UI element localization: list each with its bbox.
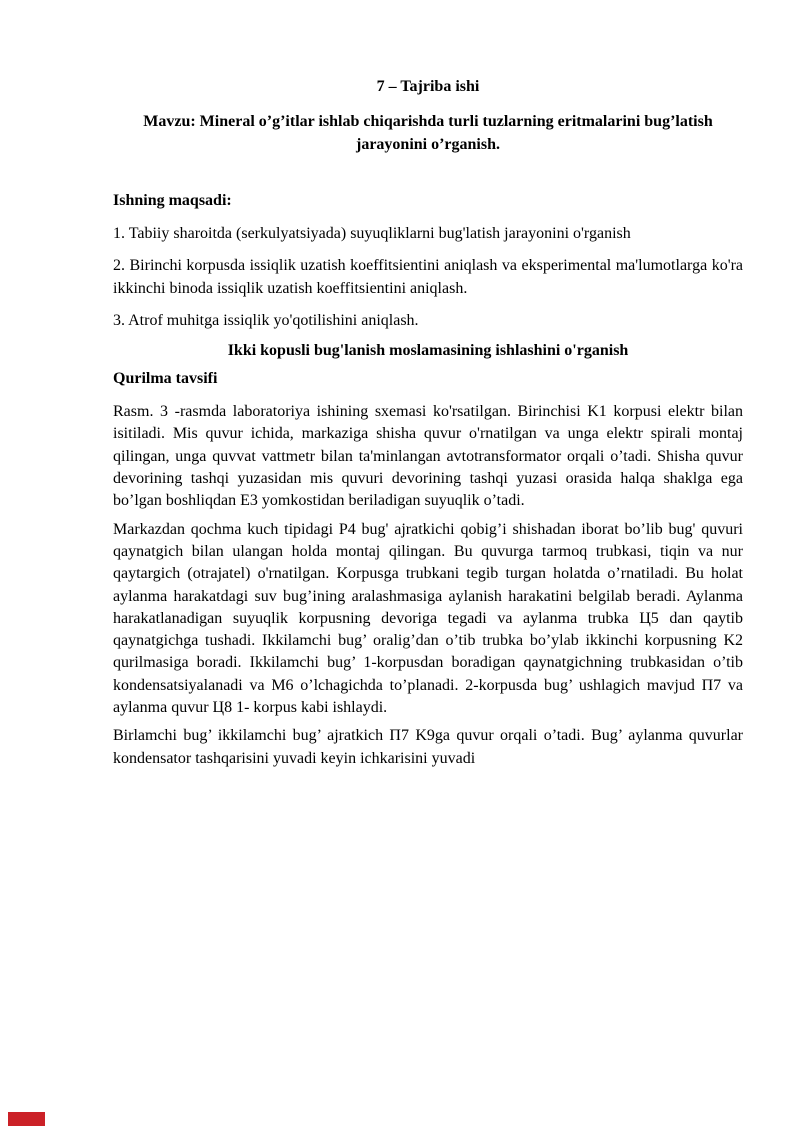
goal-item-2: 2. Birinchi korpusda issiqlik uzatish koeffitsientini aniqlash va eksperimental ma'lumotlarga ko'ra ikkinchi binoda issiqlik uzatish koeffitsientini aniqlash.: [113, 257, 743, 297]
doc-title: 7 – Tajriba ishi: [376, 78, 480, 95]
doc-subtitle: Mavzu: Mineral o’g’itlar ishlab chiqarishda turli tuzlarning eritmalarini bug’latish jarayonini o’rganish.: [143, 113, 713, 153]
goal-item-1: 1. Tabiiy sharoitda (serkulyatsiyada) suyuqliklarni bug'latish jarayonini o'rganish: [113, 225, 631, 242]
red-marker: [8, 1112, 45, 1126]
device-paragraph-2: Markazdan qochma kuch tipidagi P4 bug' ajratkichi qobig’i shishadan iborat bo’lib bug' quvuri qaynatgich bilan ulangan holda montaj qilingan. Bu quvurga tarmoq trubkasi, tiqin va nur qaytargich (otrajatel) o'rnatilgan. Korpusga trubkani tegib turgan holatda o’rnatiladi. Bu holat aylanma harakatdagi suv bug’ining aralashmasiga aylanish harakatini belgilab beradi. Aylanma harakatlanadigan suyuqlik korpusning devoriga tegadi va aylanma trubka Ц5 dan qaytib qaynatgichga tushadi. Ikkilamchi bug’ oralig’dan o’tib trubka bo’ylab ikkinchi korpusning K2 qurilmasiga boradi. Ikkilamchi bug’ 1-korpusdan boradigan qaynatgichning trubkasidan o’tib kondensatsiyalanadi va M6 o’lchagichda to’planadi. 2-korpusda bug’ ushlagich mavjud П7 va aylanma quvur Ц8 1- korpus kabi ishlaydi.: [113, 520, 743, 717]
device-description-heading: Qurilma tavsifi: [113, 370, 218, 388]
goal-item-3: 3. Atrof muhitga issiqlik yo'qotilishini aniqlash.: [113, 311, 419, 329]
goals-heading: Ishning maqsadi:: [113, 192, 232, 209]
study-heading: Ikki kopusli bug'lanish moslamasining ishlashini o'rganish: [227, 342, 629, 360]
device-paragraph-1: Rasm. 3 -rasmda laboratoriya ishining sxemasi ko'rsatilgan. Birinchisi K1 korpusi elektr bilan isitiladi. Mis quvur ichida, markaziga shisha quvur o'rnatilgan va unga elektr spirali montaj qilingan, unga quvvat vattmetr bilan ta'minlangan avtotransformator orqali o’tadi. Shisha quvur devorining tashqi yuzasidan mis quvuri devorining tashqi yuzasi orasida halqa shaklga ega bo’lgan boshliqdan E3 yomkostidan beriladigan suyuqlik o’tadi.: [113, 403, 743, 510]
device-paragraph-3: Birlamchi bug’ ikkilamchi bug’ ajratkich П7 K9ga quvur orqali o’tadi. Bug’ aylanma quvurlar kondensator tashqarisini yuvadi keyin ichkarisini yuvadi: [113, 727, 743, 767]
